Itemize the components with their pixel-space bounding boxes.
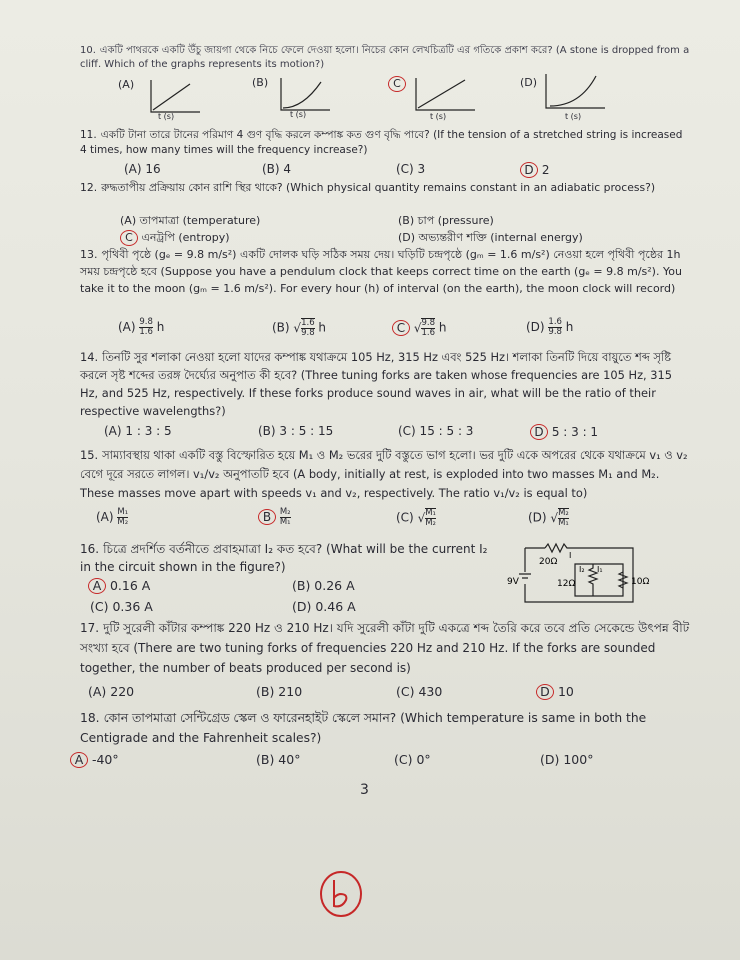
- question-11: [80, 128, 690, 158]
- question-text: সাম্যাবস্থায় থাকা একটি বস্তু বিস্ফোরিত হয়ে M₁ ও M₂ ভরের দুটি বস্তুতে ভাগ হলো। ভর দুটি একে অপরের থেকে যথাক্রমে v₁ ও v₂ বেগে দূরে সরতে লাগল। v₁/v₂ অনুপাতটি হবে (A body, initially at rest, is exploded into two masses M₁ and M₂. These masses move apart with speeds v₁ and v₂, respectively. The ratio v₁/v₂ is equal to): [80, 448, 688, 500]
- question-13: [80, 246, 690, 297]
- option-a: (A) তাপমাত্রা (temperature): [120, 214, 261, 227]
- circuit-current-i: I: [569, 551, 572, 560]
- graph-a-axis: t (s): [158, 112, 175, 121]
- option-c: (C) √ $\frac{\text{M₁}}{\text{M₂}}$: [396, 508, 436, 528]
- option-a: (A) 1 : 3 : 5: [104, 424, 172, 438]
- question-text: চিত্রে প্রদর্শিত বর্তনীতে প্রবাহমাত্রা I₂ কত হবে? (What will be the current I₂ in the circuit shown in the figure?): [80, 542, 488, 574]
- question-14: [80, 348, 690, 420]
- option-a: (A) $\frac{9.8}{1.6}$ h: [118, 317, 165, 337]
- option-b-marked: B $\frac{\text{M₂}}{\text{M₁}}$: [258, 508, 291, 527]
- option-c: (C) 3: [396, 162, 426, 176]
- question-number: 10.: [80, 45, 96, 56]
- option-a: (A) 16: [124, 162, 161, 176]
- question-15: [80, 446, 690, 503]
- question-text: কোন তাপমাত্রা সেন্টিগ্রেড স্কেল ও ফারেনহাইট স্কেলে সমান? (Which temperature is same in both the Centigrade and the Fahrenheit scales?): [80, 711, 647, 745]
- option-b: (B) 210: [256, 684, 303, 699]
- circuit-r3: 10Ω: [631, 577, 650, 587]
- question-number: 13.: [80, 248, 98, 261]
- option-d: (D) অভ্যন্তরীণ শক্তি (internal energy): [398, 231, 583, 244]
- circuit-current-i2: I₂: [579, 565, 585, 574]
- option-c: (C) 430: [396, 684, 443, 699]
- option-b: (B) 3 : 5 : 15: [258, 424, 334, 438]
- graph-b-axis: t (s): [290, 110, 307, 119]
- option-b: (B) চাপ (pressure): [398, 214, 494, 227]
- option-c-label: C: [388, 76, 406, 92]
- option-a: (A) $\frac{\text{M₁}}{\text{M₂}}$: [96, 507, 129, 527]
- circuit-r1: 20Ω: [539, 557, 558, 567]
- question-number: 16.: [80, 542, 100, 556]
- question-number: 17.: [80, 621, 100, 635]
- question-text: একটি টানা তারে টানের পরিমাণ 4 গুণ বৃদ্ধি করলে কম্পাঙ্ক কত গুণ বৃদ্ধি পাবে? (If the tension of a stretched string is increased 4 times, how many times will the frequency increase?): [80, 129, 683, 156]
- circuit-diagram: [505, 538, 665, 618]
- option-a-label: (A): [118, 78, 135, 91]
- graph-d: [540, 72, 610, 116]
- option-d: (D) 100°: [540, 752, 594, 767]
- option-b: (B) 40°: [256, 752, 301, 767]
- circuit-current-i1: I₁: [597, 565, 603, 574]
- option-d-label: (D): [520, 76, 538, 89]
- question-text: একটি পাথরকে একটি উঁচু জায়গা থেকে নিচে ফেলে দেওয়া হলো। নিচের কোন লেখচিত্রটি এর গতিকে প্রকাশ করে? (A stone is dropped from a cliff. Which of the graphs represents its motion?): [80, 45, 690, 70]
- option-a-marked: A -40°: [70, 752, 119, 768]
- option-d-marked: D 5 : 3 : 1: [530, 424, 598, 440]
- option-b: (B) √ $\frac{1.6}{9.8}$ h: [272, 318, 327, 338]
- question-number: 18.: [80, 711, 100, 725]
- question-16: [80, 540, 500, 576]
- question-number: 14.: [80, 350, 99, 364]
- option-c-marked: C এনট্রপি (entropy): [120, 229, 230, 248]
- option-c: (C) 15 : 5 : 3: [398, 424, 474, 438]
- question-text: দুটি সুরেলী কাঁটার কম্পাঙ্ক 220 Hz ও 210 Hz। যদি সুরেলী কাঁটা দুটি একত্রে শব্দ তৈরি করে তবে প্রতি সেকেন্ডে উৎপন্ন বীট সংখ্যা হবে (There are two tuning forks of frequencies 220 Hz and 210 Hz. If the forks are sounded together, the number of beats produced per second is): [80, 621, 690, 675]
- question-18: [80, 708, 690, 748]
- page-number: 3: [360, 782, 369, 798]
- option-c-marked: C √ $\frac{9.8}{1.6}$ h: [392, 318, 446, 338]
- option-d: (D) 0.46 A: [292, 599, 356, 614]
- option-b: (B) 0.26 A: [292, 578, 355, 593]
- circuit-r2: 12Ω: [557, 579, 576, 589]
- option-a: (A) 220: [88, 684, 135, 699]
- handwritten-mark: [318, 868, 364, 920]
- question-text: রুদ্ধতাপীয় প্রক্রিয়ায় কোন রাশি স্থির থাকে? (Which physical quantity remains constant in an adiabatic process?): [101, 181, 656, 194]
- question-number: 15.: [80, 448, 99, 462]
- question-text: তিনটি সুর শলাকা নেওয়া হলো যাদের কম্পাঙ্ক যথাক্রমে 105 Hz, 315 Hz এবং 525 Hz। শলাকা তিনটি দিয়ে বায়ুতে শব্দ সৃষ্টি করলে সৃষ্ট শব্দের তরঙ্গ দৈর্ঘ্যের অনুপাত কী হবে? (Three tuning forks are taken whose frequencies are 105 Hz, 315 Hz, and 525 Hz, respectively. If these forks produce sound waves in air, what will be the ratio of their respective wavelengths?): [80, 350, 673, 418]
- question-10: [80, 44, 690, 72]
- option-d-marked: D 2: [520, 162, 549, 178]
- graph-c-axis: t (s): [430, 112, 447, 121]
- option-d: (D) $\frac{1.6}{9.8}$ h: [526, 317, 574, 337]
- option-d-marked: D 10: [536, 684, 574, 700]
- option-b-label: (B): [252, 76, 269, 89]
- option-c: (C) 0.36 A: [90, 599, 153, 614]
- question-number: 11.: [80, 129, 97, 141]
- option-c: (C) 0°: [394, 752, 431, 767]
- option-a-marked: A 0.16 A: [88, 578, 150, 594]
- question-text: পৃথিবী পৃষ্ঠে (gₑ = 9.8 m/s²) একটি দোলক ঘড়ি সঠিক সময় দেয়। ঘড়িটি চন্দ্রপৃষ্ঠে (gₘ = 1.6 m/s²) নেওয়া হলে পৃথিবী পৃষ্ঠের 1h সময় চন্দ্রপৃষ্ঠে হবে (Suppose you have a pendulum clock that keeps correct time on the earth (gₑ = 9.8 m/s²). You take it to the moon (gₘ = 1.6 m/s²). For every hour (h) of interval (on the earth), the moon clock will record): [80, 248, 682, 295]
- circuit-emf: 9V: [507, 577, 519, 587]
- question-12: [80, 180, 690, 196]
- question-17: [80, 618, 690, 678]
- option-d: (D) √ $\frac{\text{M₂}}{\text{M₁}}$: [528, 508, 569, 528]
- graph-a: [145, 78, 205, 120]
- question-number: 12.: [80, 181, 98, 194]
- option-b: (B) 4: [262, 162, 292, 176]
- graph-d-axis: t (s): [565, 112, 582, 121]
